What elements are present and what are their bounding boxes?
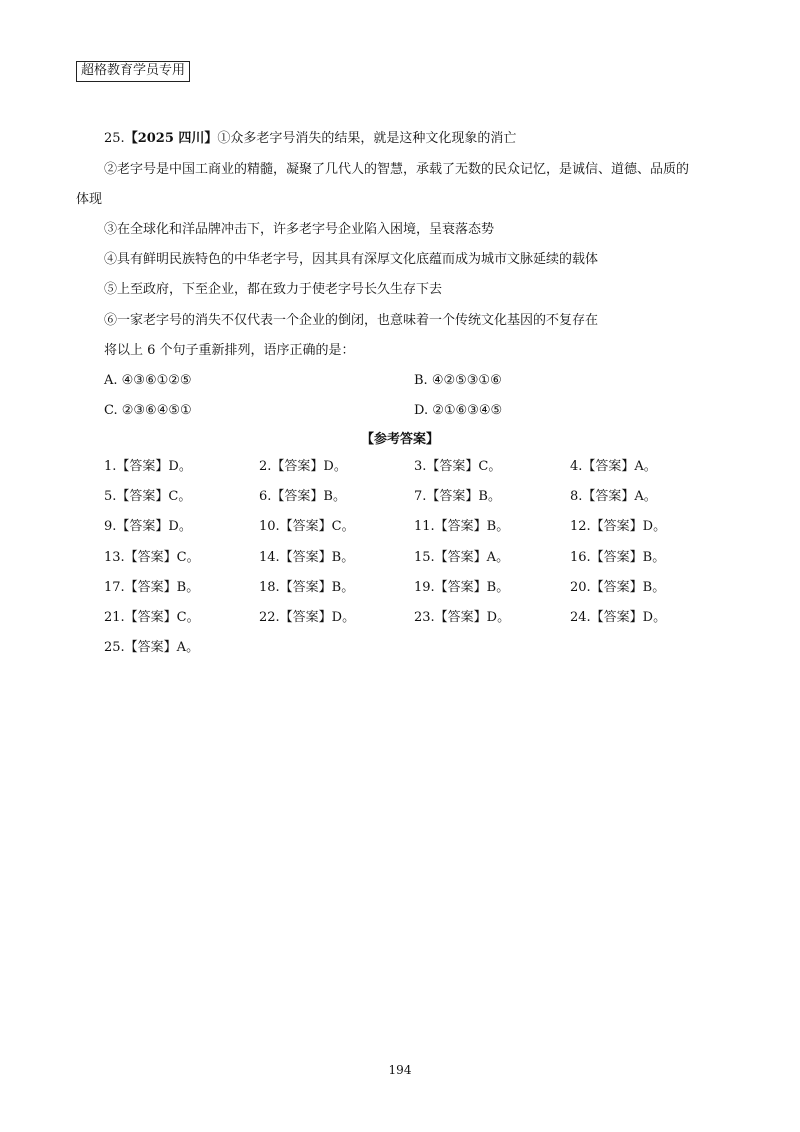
option-a: A. ④③⑥①②⑤ — [104, 373, 192, 388]
answer-item: 13.【答案】C。 — [104, 549, 200, 565]
sentence-3: ③在全球化和洋品牌冲击下，许多老字号企业陷入困境，呈衰落态势 — [104, 222, 495, 237]
answer-item: 16.【答案】B。 — [570, 549, 666, 565]
option-d: D. ②①⑥③④⑤ — [414, 403, 503, 418]
sentence-6: ⑥一家老字号的消失不仅代表一个企业的倒闭，也意味着一个传统文化基因的不复存在 — [104, 313, 599, 328]
sentence-2-line-1: ②老字号是中国工商业的精髓，凝聚了几代人的智慧，承载了无数的民众记忆，是诚信、道德、品质的 — [104, 162, 690, 177]
answer-item: 20.【答案】B。 — [570, 579, 666, 595]
sentence-4: ④具有鲜明民族特色的中华老字号，因其具有深厚文化底蕴而成为城市文脉延续的载体 — [104, 252, 599, 267]
answer-item: 21.【答案】C。 — [104, 609, 200, 625]
answer-item: 7.【答案】B。 — [414, 489, 501, 505]
question-prompt: 将以上 6 个句子重新排列，语序正确的是： — [104, 343, 355, 358]
answer-item: 19.【答案】B。 — [414, 579, 510, 595]
question-stem — [104, 130, 516, 148]
question-source-tag: 【2025 四川】 — [124, 131, 218, 146]
answer-item: 22.【答案】D。 — [259, 609, 356, 625]
answer-row — [104, 579, 724, 609]
answer-item: 15.【答案】A。 — [414, 549, 510, 565]
option-c: C. ②③⑥④⑤① — [104, 403, 192, 418]
answer-item: 11.【答案】B。 — [414, 519, 510, 535]
answer-item: 6.【答案】B。 — [259, 489, 346, 505]
answer-key-title: 【参考答案】 — [360, 432, 439, 447]
answer-item: 8.【答案】A。 — [570, 489, 657, 505]
header-label: 超格教育学员专用 — [76, 61, 190, 82]
answer-item: 4.【答案】A。 — [570, 459, 657, 474]
sentence-1: ①众多老字号消失的结果，就是这种文化现象的消亡 — [217, 131, 517, 146]
answer-item: 18.【答案】B。 — [259, 579, 355, 595]
answer-item: 9.【答案】D。 — [104, 519, 192, 535]
answer-row — [104, 488, 724, 518]
answer-row — [104, 518, 724, 548]
page-number: 194 — [388, 1063, 412, 1077]
answer-item: 24.【答案】D。 — [570, 609, 667, 625]
answer-key-grid — [104, 458, 724, 669]
answer-item: 12.【答案】D。 — [570, 519, 667, 535]
answer-item: 25.【答案】A。 — [104, 640, 200, 656]
answer-row — [104, 609, 724, 639]
answer-item: 10.【答案】C。 — [259, 519, 355, 535]
option-b: B. ④②⑤③①⑥ — [414, 373, 502, 388]
answer-item: 14.【答案】B。 — [259, 549, 355, 565]
answer-row — [104, 549, 724, 579]
answer-item: 5.【答案】C。 — [104, 489, 192, 505]
answer-item: 3.【答案】C。 — [414, 459, 502, 474]
sentence-5: ⑤上至政府，下至企业，都在致力于使老字号长久生存下去 — [104, 282, 443, 297]
answer-item: 23.【答案】D。 — [414, 609, 511, 625]
answer-item: 2.【答案】D。 — [259, 459, 347, 474]
answer-row — [104, 458, 724, 488]
answer-item: 1.【答案】D。 — [104, 459, 192, 474]
answer-item: 17.【答案】B。 — [104, 579, 200, 595]
sentence-2-line-2: 体现 — [76, 192, 103, 207]
question-number: 25. — [104, 131, 125, 146]
answer-row — [104, 639, 724, 669]
